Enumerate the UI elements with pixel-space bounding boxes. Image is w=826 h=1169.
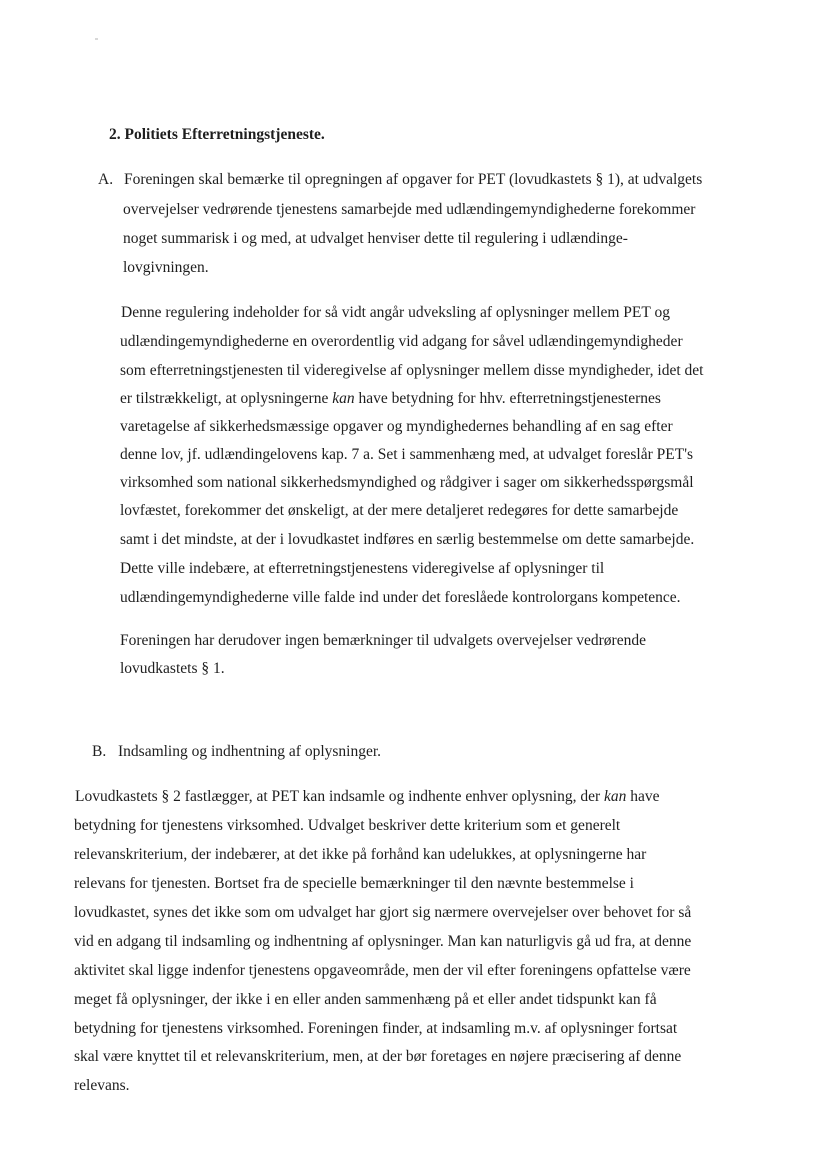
- text-line: Denne regulering indeholder for så vidt angår udveksling af oplysninger mellem PET og: [121, 304, 670, 321]
- text-line: relevans.: [74, 1077, 130, 1094]
- text-line: meget få oplysninger, der ikke i en eller anden sammenhæng på et eller andet tidspunkt kan få: [74, 991, 657, 1008]
- text-line: relevans for tjenesten. Bortset fra de specielle bemærkninger til den nævnte bestemmelse i: [74, 875, 634, 892]
- text-run: have betydning for hhv. efterretningstjenesternes: [354, 390, 661, 407]
- text-line: vid en adgang til indsamling og indhentning af oplysninger. Man kan naturligvis gå ud fra, at denne: [74, 933, 692, 950]
- text-line: lovudkastets § 1.: [120, 660, 225, 677]
- text-line: skal være knyttet til et relevanskriterium, men, at der bør foretages en nøjere præcisering af denne: [74, 1048, 682, 1065]
- text-line: Foreningen har derudover ingen bemærkninger til udvalgets overvejelser vedrørende: [120, 632, 646, 649]
- text-line: udlændingemyndighederne ville falde ind under det foreslåede kontrolorgans kompetence.: [120, 589, 681, 606]
- part-b-marker: B.: [92, 743, 107, 760]
- text-line: betydning for tjenestens virksomhed. Foreningen finder, at indsamling m.v. af oplysninger fortsat: [74, 1020, 678, 1037]
- text-line: overvejelser vedrørende tjenestens samarbejde med udlændingemyndighederne forekommer: [123, 201, 696, 218]
- text-line: Foreningen skal bemærke til opregningen af opgaver for PET (lovudkastets § 1), at udvalgets: [124, 171, 703, 188]
- text-line: lovgivningen.: [123, 259, 209, 276]
- text-line: [75, 789, 660, 805]
- part-b-heading: Indsamling og indhentning af oplysninger.: [118, 743, 382, 760]
- emphasis-text: kan: [332, 390, 355, 407]
- text-run: Lovudkastets § 2 fastlægger, at PET kan indsamle og indhente enhver oplysning, der: [75, 788, 605, 805]
- text-line: samt i det mindste, at der i lovudkastet indføres en særlig bestemmelse om dette samarbejde.: [120, 531, 695, 548]
- text-line: betydning for tjenestens virksomhed. Udvalget beskriver dette kriterium som et generelt: [74, 817, 621, 834]
- text-line: som efterretningstjenesten til videregivelse af oplysninger mellem disse myndigheder, idet det: [120, 362, 704, 379]
- text-line: [120, 391, 661, 407]
- part-a-marker: A.: [98, 171, 114, 188]
- emphasis-text: kan: [604, 788, 627, 805]
- text-line: denne lov, jf. udlændingelovens kap. 7 a. Set i sammenhæng med, at udvalget foreslår PET's: [120, 446, 694, 463]
- text-line: lovudkastet, synes det ikke som om udvalget har gjort sig nærmere overvejelser over behovet for så: [74, 904, 692, 921]
- text-line: relevanskriterium, der indebærer, at det ikke på forhånd kan udelukkes, at oplysningerne har: [74, 846, 647, 863]
- text-line: virksomhed som national sikkerhedsmyndighed og rådgiver i sager om sikkerhedsspørgsmål: [120, 474, 694, 491]
- text-line: lovfæstet, forekommer det ønskeligt, at der mere detaljeret redegøres for dette samarbejde: [120, 502, 679, 519]
- text-run: have: [626, 788, 660, 805]
- section-heading: 2. Politiets Efterretningstjeneste.: [109, 126, 325, 143]
- text-line: noget summarisk i og med, at udvalget henviser dette til regulering i udlændinge-: [123, 230, 628, 247]
- scan-mark: [95, 38, 98, 40]
- text-line: varetagelse af sikkerhedsmæssige opgaver og myndighedernes behandling af en sag efter: [120, 418, 673, 435]
- text-line: Dette ville indebære, at efterretningstjenestens videregivelse af oplysninger til: [120, 560, 605, 577]
- text-line: udlændingemyndighederne en overordentlig vid adgang for såvel udlændingemyndigheder: [120, 333, 683, 350]
- text-line: aktivitet skal ligge indenfor tjenestens opgaveområde, men der vil efter foreningens opfattelse være: [74, 962, 691, 979]
- text-run: er tilstrækkeligt, at oplysningerne: [120, 390, 333, 407]
